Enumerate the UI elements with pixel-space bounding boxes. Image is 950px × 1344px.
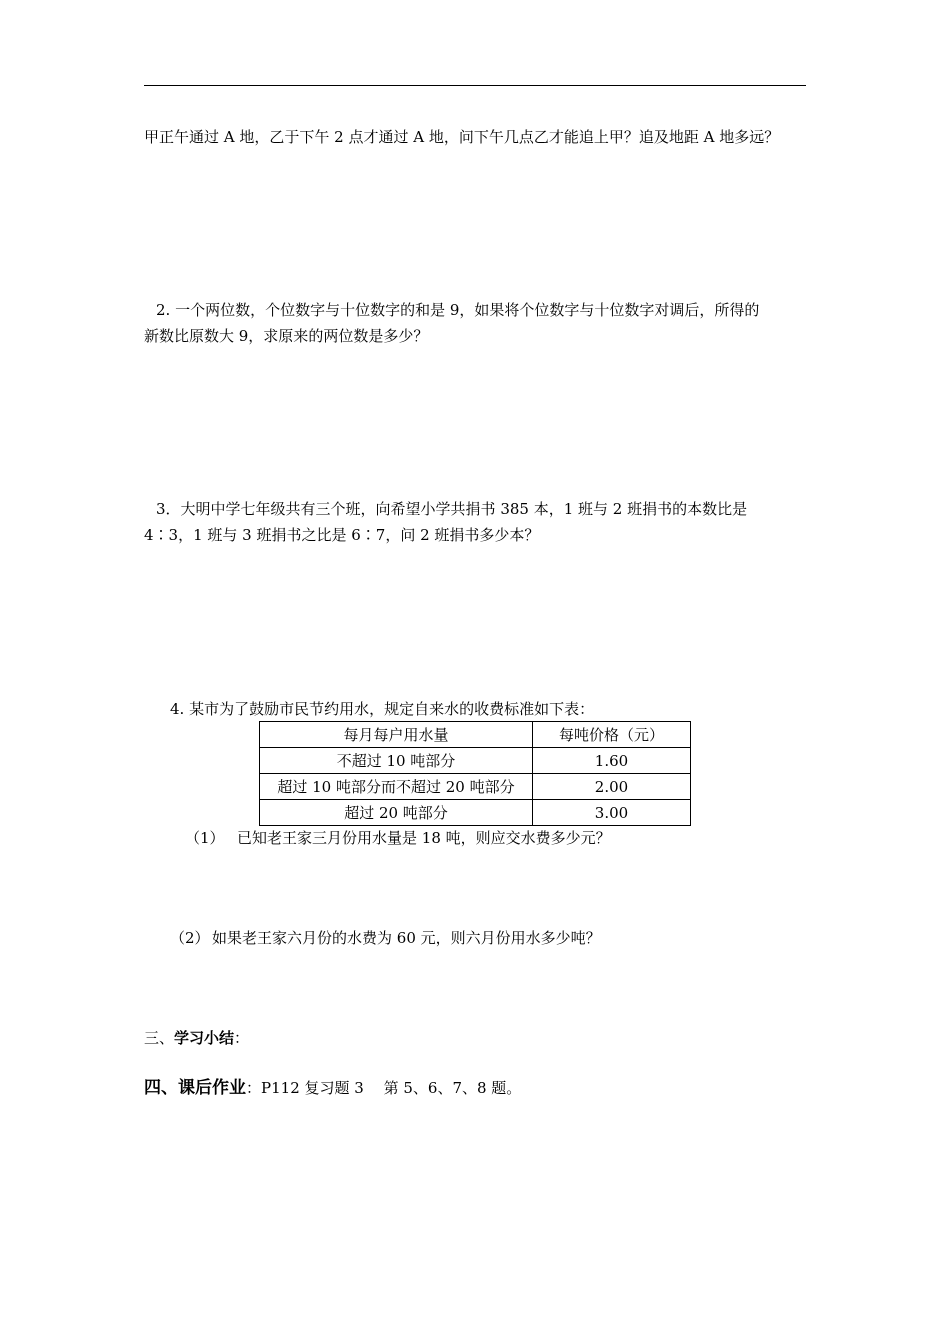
sub-question-1-text: 已知老王家三月份用水量是 18 吨，则应交水费多少元？ [237,829,611,847]
question-3-line-1: 3．大明中学七年级共有三个班，向希望小学共捐书 385 本，1 班与 2 班捐书的本数比是 [156,500,748,518]
section-4-colon: ： [246,1079,262,1097]
water-fee-table [259,721,691,826]
table-header-row [260,722,691,748]
table-row [260,800,691,826]
sub-question-2-text: 如果老王家六月份的水费为 60 元，则六月份用水多少吨？ [212,929,601,947]
section-3-prefix: 三、 [144,1029,175,1047]
table-cell: 超过 10 吨部分而不超过 20 吨部分 [260,774,533,800]
table-cell: 2.00 [533,774,691,800]
section-3-title: 学习小结 [174,1029,235,1047]
section-4-heading [144,1076,521,1100]
table-row [260,748,691,774]
question-1-tail: 甲正午通过 A 地，乙于下午 2 点才通过 A 地，问下午几点乙才能追上甲？追及地距 A 地多远？ [144,128,780,146]
table-header-cell: 每月每户用水量 [260,722,533,748]
question-2-line-2: 新数比原数大 9，求原来的两位数是多少？ [144,327,429,345]
sub-question-1-number: （1） [185,829,225,847]
header-rule [144,85,806,86]
table-row [260,774,691,800]
table-cell: 不超过 10 吨部分 [260,748,533,774]
question-4-intro: 4. 某市为了鼓励市民节约用水，规定自来水的收费标准如下表： [170,700,595,718]
section-4-title: 四、课后作业 [144,1078,246,1098]
table-cell: 超过 20 吨部分 [260,800,533,826]
question-2-line-1: 2. 一个两位数，个位数字与十位数字的和是 9，如果将个位数字与十位数字对调后，所得的 [156,301,760,319]
sub-question-2-number: （2） [170,929,210,947]
section-3-heading [144,1026,249,1050]
table-header-cell: 每吨价格（元） [533,722,691,748]
table-cell: 1.60 [533,748,691,774]
question-3-line-2: 4∶3，1 班与 3 班捐书之比是 6∶7，问 2 班捐书多少本？ [144,526,540,544]
section-3-suffix: ： [234,1029,250,1047]
section-4-text: P112 复习题 3 第 5、6、7、8 题。 [261,1079,522,1097]
table-cell: 3.00 [533,800,691,826]
